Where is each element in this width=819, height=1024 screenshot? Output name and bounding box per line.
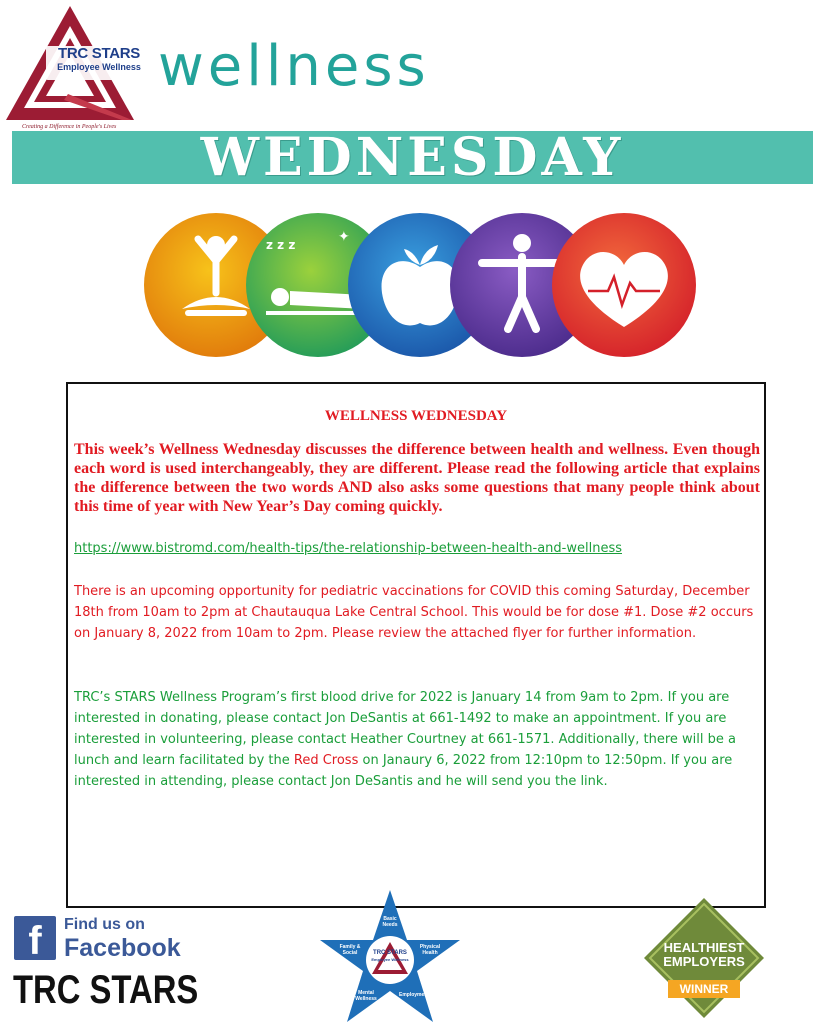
wednesday-heading: WEDNESDAY bbox=[200, 127, 625, 188]
svg-text:z z z: z z z bbox=[266, 238, 296, 252]
wellness-heading: wellness bbox=[158, 34, 430, 99]
trc-stars-logo bbox=[4, 4, 156, 132]
healthiest-employers-award bbox=[642, 896, 766, 1020]
facebook-icon: f bbox=[14, 916, 56, 960]
red-cross-text: Red Cross bbox=[293, 753, 359, 768]
star-center-subtitle: Employee Wellness bbox=[371, 957, 409, 962]
trc-stars-wordmark: TRC STARS bbox=[13, 968, 199, 1012]
award-line-2: EMPLOYERS bbox=[663, 954, 745, 969]
award-line-1: HEALTHIEST bbox=[663, 940, 745, 955]
article-link[interactable]: https://www.bistromd.com/health-tips/the-relationship-between-health-and-wellness bbox=[74, 541, 622, 556]
star-point-right: Physical Health bbox=[419, 944, 441, 956]
vaccination-paragraph: There is an upcoming opportunity for pediatric vaccinations for COVID this coming Saturday, December 18th from 10am to 2pm at Chautauqua Lake Central School. This would be for dose #1. Dose #2 occurs on January 8, 2022 from 10am to 2pm. Please review the attached flyer for further information. bbox=[74, 584, 754, 641]
facebook-badge[interactable] bbox=[14, 914, 194, 962]
logo-title: TRC STARS bbox=[57, 45, 141, 62]
star-point-bottom-right: Employment bbox=[398, 992, 429, 998]
star-center-title: TRC STARS bbox=[373, 950, 407, 956]
heart-pulse-icon bbox=[552, 213, 696, 357]
star-icon bbox=[318, 888, 462, 1024]
blood-drive-text-a: TRC’s STARS Wellness Program’s first blood drive for 2022 is January 14 from 9am to 2pm. If you are interested in donating, please contact Jon DeSantis at 661-1492 to make an appointment. If you are interested in volunteering, please contact Heather Courtney at 661-1571. Additionally, there will be a lunch and learn facilitated by the bbox=[74, 690, 736, 768]
logo-tagline: Creating a Difference in People's Lives bbox=[22, 124, 117, 130]
award-ribbon: WINNER bbox=[668, 980, 740, 998]
box-title: WELLNESS WEDNESDAY bbox=[324, 408, 508, 424]
star-point-left: Family & Social bbox=[339, 944, 361, 956]
content-box bbox=[66, 382, 766, 908]
logo-badge bbox=[46, 46, 152, 80]
blood-drive-text-b: on Janaury 6, 2022 from 12:10pm to 12:50pm. If you are interested in attending, please contact Jon DeSantis and he will send you the link. bbox=[74, 753, 733, 789]
blood-drive-paragraph bbox=[74, 687, 760, 792]
wellness-icons-row bbox=[138, 205, 698, 363]
svg-text:✦: ✦ bbox=[338, 229, 350, 245]
star-point-top: Basic Needs bbox=[382, 916, 398, 928]
stars-program-star bbox=[318, 888, 462, 1024]
intro-paragraph: This week’s Wellness Wednesday discusses the difference between health and wellness. Even though each word is used interchangeably, they are different. Please read the following article that explains the difference between the two words AND also asks some questions that many people think about this time of year with New Year’s Day coming quickly. bbox=[74, 441, 760, 515]
star-point-bottom-left: Mental Wellness bbox=[355, 990, 377, 1002]
facebook-name-label: Facebook bbox=[64, 934, 181, 962]
facebook-find-label: Find us on bbox=[64, 916, 145, 933]
logo-subtitle: Employee Wellness bbox=[57, 62, 141, 72]
